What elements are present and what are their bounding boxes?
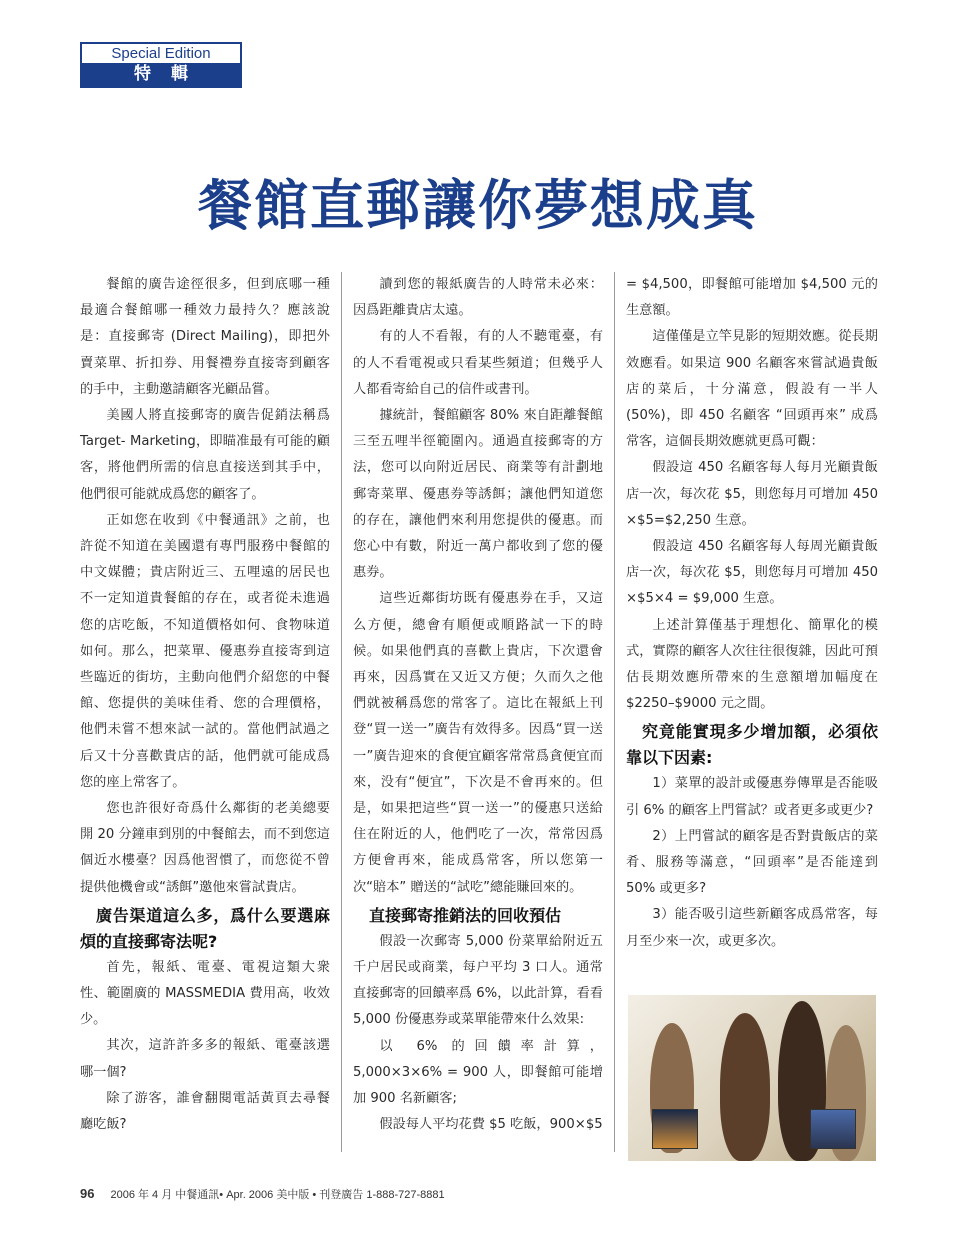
paragraph: 假設一次郵寄 5,000 份菜單給附近五千户居民或商業，每户平均 3 口人。通常直接郵寄的回饋率爲 6%，以此計算，看看 5,000 份優惠券或菜單能帶來什么效果: bbox=[353, 933, 603, 1028]
paragraph: 讀到您的報紙廣告的人時常未必來：因爲距離貴店太遠。 bbox=[353, 277, 603, 319]
section-heading: 究竟能實現多少增加額，必須依靠以下因素: bbox=[626, 722, 878, 768]
paragraph: 3）能否吸引這些新顧客成爲常客，每月至少來一次，或更多次。 bbox=[626, 907, 878, 949]
paragraph: 據統計，餐館顧客 80% 來自距離餐館三至五哩半徑範圍內。通過直接郵寄的方法，您可以向附近居民、商業等有計劃地郵寄菜單、優惠券等誘餌；讓他們知道您的存在，讓他們來利用您提供的優惠。而您心中有數，附近一萬户都收到了您的優惠券。 bbox=[353, 408, 603, 581]
article-title: 餐館直郵讓你夢想成真 bbox=[198, 173, 758, 237]
paragraph: 假設每人平均花費 $5 吃飯，900×$5 bbox=[379, 1117, 603, 1133]
person-figure bbox=[720, 1013, 770, 1161]
paragraph: 有的人不看報，有的人不聽電臺，有的人不看電視或只看某些頻道；但幾乎人人都看寄給自己的信件或書刊。 bbox=[353, 329, 603, 397]
column-3 bbox=[626, 272, 878, 955]
column-divider bbox=[341, 272, 342, 1152]
paragraph: 其次，這許許多多的報紙、電臺該選哪一個? bbox=[80, 1038, 330, 1080]
paragraph: 假設這 450 名顧客每人每周光顧貴飯店一次，每次花 $5，則您每月可增加 450 ×$5×4 = $9,000 生意。 bbox=[626, 539, 878, 607]
badge-english: Special Edition bbox=[82, 44, 240, 63]
special-edition-badge bbox=[80, 42, 242, 88]
paragraph: 這些近鄰街坊既有優惠券在手，又這么方便，總會有順便或順路試一下的時候。如果他們真的喜歡上貴店，下次還會再來，因爲實在又近又方便；久而久之他們就被稱爲您的常客了。這比在報紙上刊登“買一送一”廣告有效得多。因爲“買一送一”廣告迎來的食便宜顧客常常爲貪便宜而來，没有“便宜”，下次是不會再來的。但是，如果把這些“買一送一”的優惠只送給住在附近的人，他們吃了一次，常常因爲方便會再來，能成爲常客，所以您第一次“賠本” 贈送的“試吃”總能賺回來的。 bbox=[353, 591, 603, 895]
footer-text: 2006 年 4 月 中餐通訊• Apr. 2006 美中版 • 刊登廣告 1-888-727-8881 bbox=[110, 1189, 445, 1201]
page-number: 96 bbox=[80, 1186, 95, 1201]
paragraph: 2）上門嘗試的顧客是否對貴飯店的菜肴、服務等滿意，“回頭率”是否能達到 50% 或更多? bbox=[626, 828, 878, 897]
paragraph: = $4,500，即餐館可能增加 $4,500 元的生意額。 bbox=[626, 277, 878, 319]
paragraph: 您也許很好奇爲什么鄰街的老美總要開 20 分鐘車到別的中餐館去，而不到您這個近水樓臺？因爲他習慣了，而您從不曾提供他機會或“誘餌”邀他來嘗試貴店。 bbox=[80, 801, 330, 895]
paragraph: 上述計算僅基于理想化、簡單化的模式，實際的顧客人次往往很復雜，因此可預估長期效應所帶來的生意額增加幅度在 $2250–$9000 元之間。 bbox=[626, 617, 878, 712]
paragraph: 美國人將直接郵寄的廣告促銷法稱爲 Target- Marketing，即瞄准最有可能的顧客，將他們所需的信息直接送到其手中，他們很可能就成爲您的顧客了。 bbox=[80, 408, 330, 502]
city-thumbnail bbox=[810, 1109, 856, 1149]
restaurant-photo bbox=[628, 995, 876, 1161]
paragraph: 除了游客，誰會翻閱電話黃頁去尋餐廳吃飯? bbox=[80, 1090, 330, 1133]
section-heading: 廣告渠道這么多，爲什么要選麻煩的直接郵寄法呢? bbox=[80, 905, 330, 951]
column-divider bbox=[614, 272, 615, 1152]
paragraph: 這僅僅是立竿見影的短期效應。從長期效應看。如果這 900 名顧客來嘗試過貴飯店的菜后，十分滿意，假設有一半人 (50%)，即 450 名顧客 “回頭再來” 成爲常客，這個長期效應就更爲可觀： bbox=[626, 329, 878, 450]
section-heading: 直接郵寄推銷法的回收預估 bbox=[369, 905, 562, 925]
paragraph: 餐館的廣告途徑很多，但到底哪一種最適合餐館哪一種效力最持久？應該說是：直接郵寄 (Direct Mailing)，即把外賣菜單、折扣券、用餐禮券直接寄到顧客的手中，主動邀請顧客光顧品嘗。 bbox=[80, 277, 330, 397]
page-footer bbox=[80, 1186, 445, 1202]
badge-chinese: 特輯 bbox=[82, 63, 240, 86]
column-1 bbox=[80, 272, 330, 1138]
column-2 bbox=[353, 272, 603, 1139]
paragraph: 首先，報紙、電臺、電視這類大衆性、範圍廣的 MASSMEDIA 費用高，收效少。 bbox=[80, 959, 330, 1028]
paragraph: 假設這 450 名顧客每人每月光顧貴飯店一次，每次花 $5，則您每月可增加 450 ×$5=$2,250 生意。 bbox=[626, 460, 878, 528]
paragraph: 以 6% 的回饋率計算，5,000×3×6% = 900 人，即餐館可能增加 900 名新顧客; bbox=[353, 1038, 603, 1107]
paragraph: 正如您在收到《中餐通訊》之前，也許從不知道在美國還有專門服務中餐館的中文媒體；貴店附近三、五哩遠的居民也不一定知道貴餐館的存在，或者從未進過您的店吃飯，不知道價格如何、食物味道如何。那么，把菜單、優惠券直接寄到這些臨近的街坊，主動向他們介紹您的中餐館、您提供的美味佳肴、您的合理價格，他們未嘗不想來試一試的。當他們試過之后又十分喜歡貴店的話，他們就可能成爲您的座上常客了。 bbox=[80, 512, 330, 790]
city-thumbnail bbox=[652, 1109, 698, 1149]
paragraph: 1）菜單的設計或優惠券傳單是否能吸引 6% 的顧客上門嘗試？或者更多或更少? bbox=[626, 776, 878, 818]
